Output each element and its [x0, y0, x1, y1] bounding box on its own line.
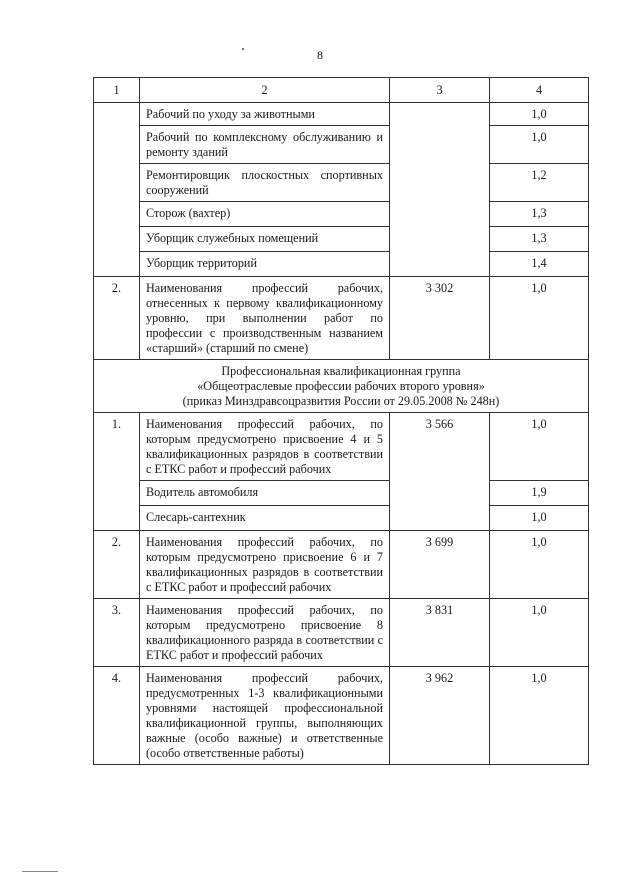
- table-row: [94, 667, 589, 765]
- table-row: [94, 164, 589, 202]
- table-row: [94, 103, 589, 126]
- coefficient: 1,2: [490, 164, 589, 202]
- profession-name: Уборщик территорий: [140, 252, 390, 277]
- profession-name: Ремонтировщик плоскостных спортивных сооружений: [140, 164, 390, 202]
- profession-name: Уборщик служебных помещений: [140, 227, 390, 252]
- table-row: [94, 531, 589, 599]
- coefficient: 1,3: [490, 202, 589, 227]
- salary-cell-empty: [390, 103, 490, 277]
- group-heading-line1: Профессиональная квалификационная группа: [221, 364, 461, 378]
- table-row: [94, 481, 589, 506]
- row-number: 3.: [94, 599, 140, 667]
- table-row: [94, 413, 589, 481]
- coefficient: 1,0: [490, 531, 589, 599]
- group-heading: [94, 360, 589, 413]
- coefficient: 1,0: [490, 126, 589, 164]
- profession-name: Наименования профессий рабочих, по которым предусмотрено присвоение 6 и 7 квалификационных разрядов в соответствии с ЕТКС работ и профессий рабочих: [140, 531, 390, 599]
- coefficient: 1,9: [490, 481, 589, 506]
- table-row: [94, 126, 589, 164]
- profession-name: Наименования профессий рабочих, по которым предусмотрено присвоение 8 квалификационного разряда в соответствии с ЕТКС работ и профессий рабочих: [140, 599, 390, 667]
- header-cell-4: 4: [490, 78, 589, 103]
- table-row: [94, 227, 589, 252]
- row-number: 2.: [94, 277, 140, 360]
- group-heading-row: [94, 360, 589, 413]
- salary-value: 3 831: [390, 599, 490, 667]
- table-row: [94, 599, 589, 667]
- coefficient: 1,0: [490, 103, 589, 126]
- header-cell-3: 3: [390, 78, 490, 103]
- salary-value: 3 699: [390, 531, 490, 599]
- table-row: [94, 506, 589, 531]
- header-cell-2: 2: [140, 78, 390, 103]
- coefficient: 1,0: [490, 506, 589, 531]
- table-row: [94, 252, 589, 277]
- coefficient: 1,3: [490, 227, 589, 252]
- header-cell-1: 1: [94, 78, 140, 103]
- coefficient: 1,0: [490, 599, 589, 667]
- scan-artifact-line: [22, 871, 58, 872]
- group-heading-line3: (приказ Минздравсоцразвития России от 29.05.2008 № 248н): [182, 394, 500, 408]
- num-cell-empty: [94, 103, 140, 277]
- coefficient: 1,4: [490, 252, 589, 277]
- profession-name: Рабочий по комплексному обслуживанию и ремонту зданий: [140, 126, 390, 164]
- profession-name: Наименования профессий рабочих, предусмотренных 1-3 квалификационными уровнями настоящей профессиональной квалификационной группы, выполняющих важные (особо важные) и ответственные (особо ответственные работы): [140, 667, 390, 765]
- profession-name: Наименования профессий рабочих, по которым предусмотрено присвоение 4 и 5 квалификационных разрядов в соответствии с ЕТКС работ и профессий рабочих: [140, 413, 390, 481]
- row-number: 4.: [94, 667, 140, 765]
- page-number: 8: [317, 48, 323, 62]
- profession-name: Рабочий по уходу за животными: [140, 103, 390, 126]
- salary-value: 3 302: [390, 277, 490, 360]
- row-number: 2.: [94, 531, 140, 599]
- coefficient: 1,0: [490, 413, 589, 481]
- profession-name: Слесарь-сантехник: [140, 506, 390, 531]
- salary-value: 3 962: [390, 667, 490, 765]
- profession-name: Водитель автомобиля: [140, 481, 390, 506]
- profession-name: Сторож (вахтер): [140, 202, 390, 227]
- table-header-row: [94, 78, 589, 103]
- coefficient: 1,0: [490, 277, 589, 360]
- table-row: [94, 277, 589, 360]
- group-heading-line2: «Общеотраслевые профессии рабочих второго уровня»: [197, 379, 485, 393]
- salary-value: 3 566: [390, 413, 490, 531]
- salary-coefficient-table: [93, 77, 589, 765]
- coefficient: 1,0: [490, 667, 589, 765]
- row-number: 1.: [94, 413, 140, 531]
- table-row: [94, 202, 589, 227]
- profession-name: Наименования профессий рабочих, отнесенных к первому квалификационному уровню, при выполнении работ по профессии с производственным названием «старший» (старший по смене): [140, 277, 390, 360]
